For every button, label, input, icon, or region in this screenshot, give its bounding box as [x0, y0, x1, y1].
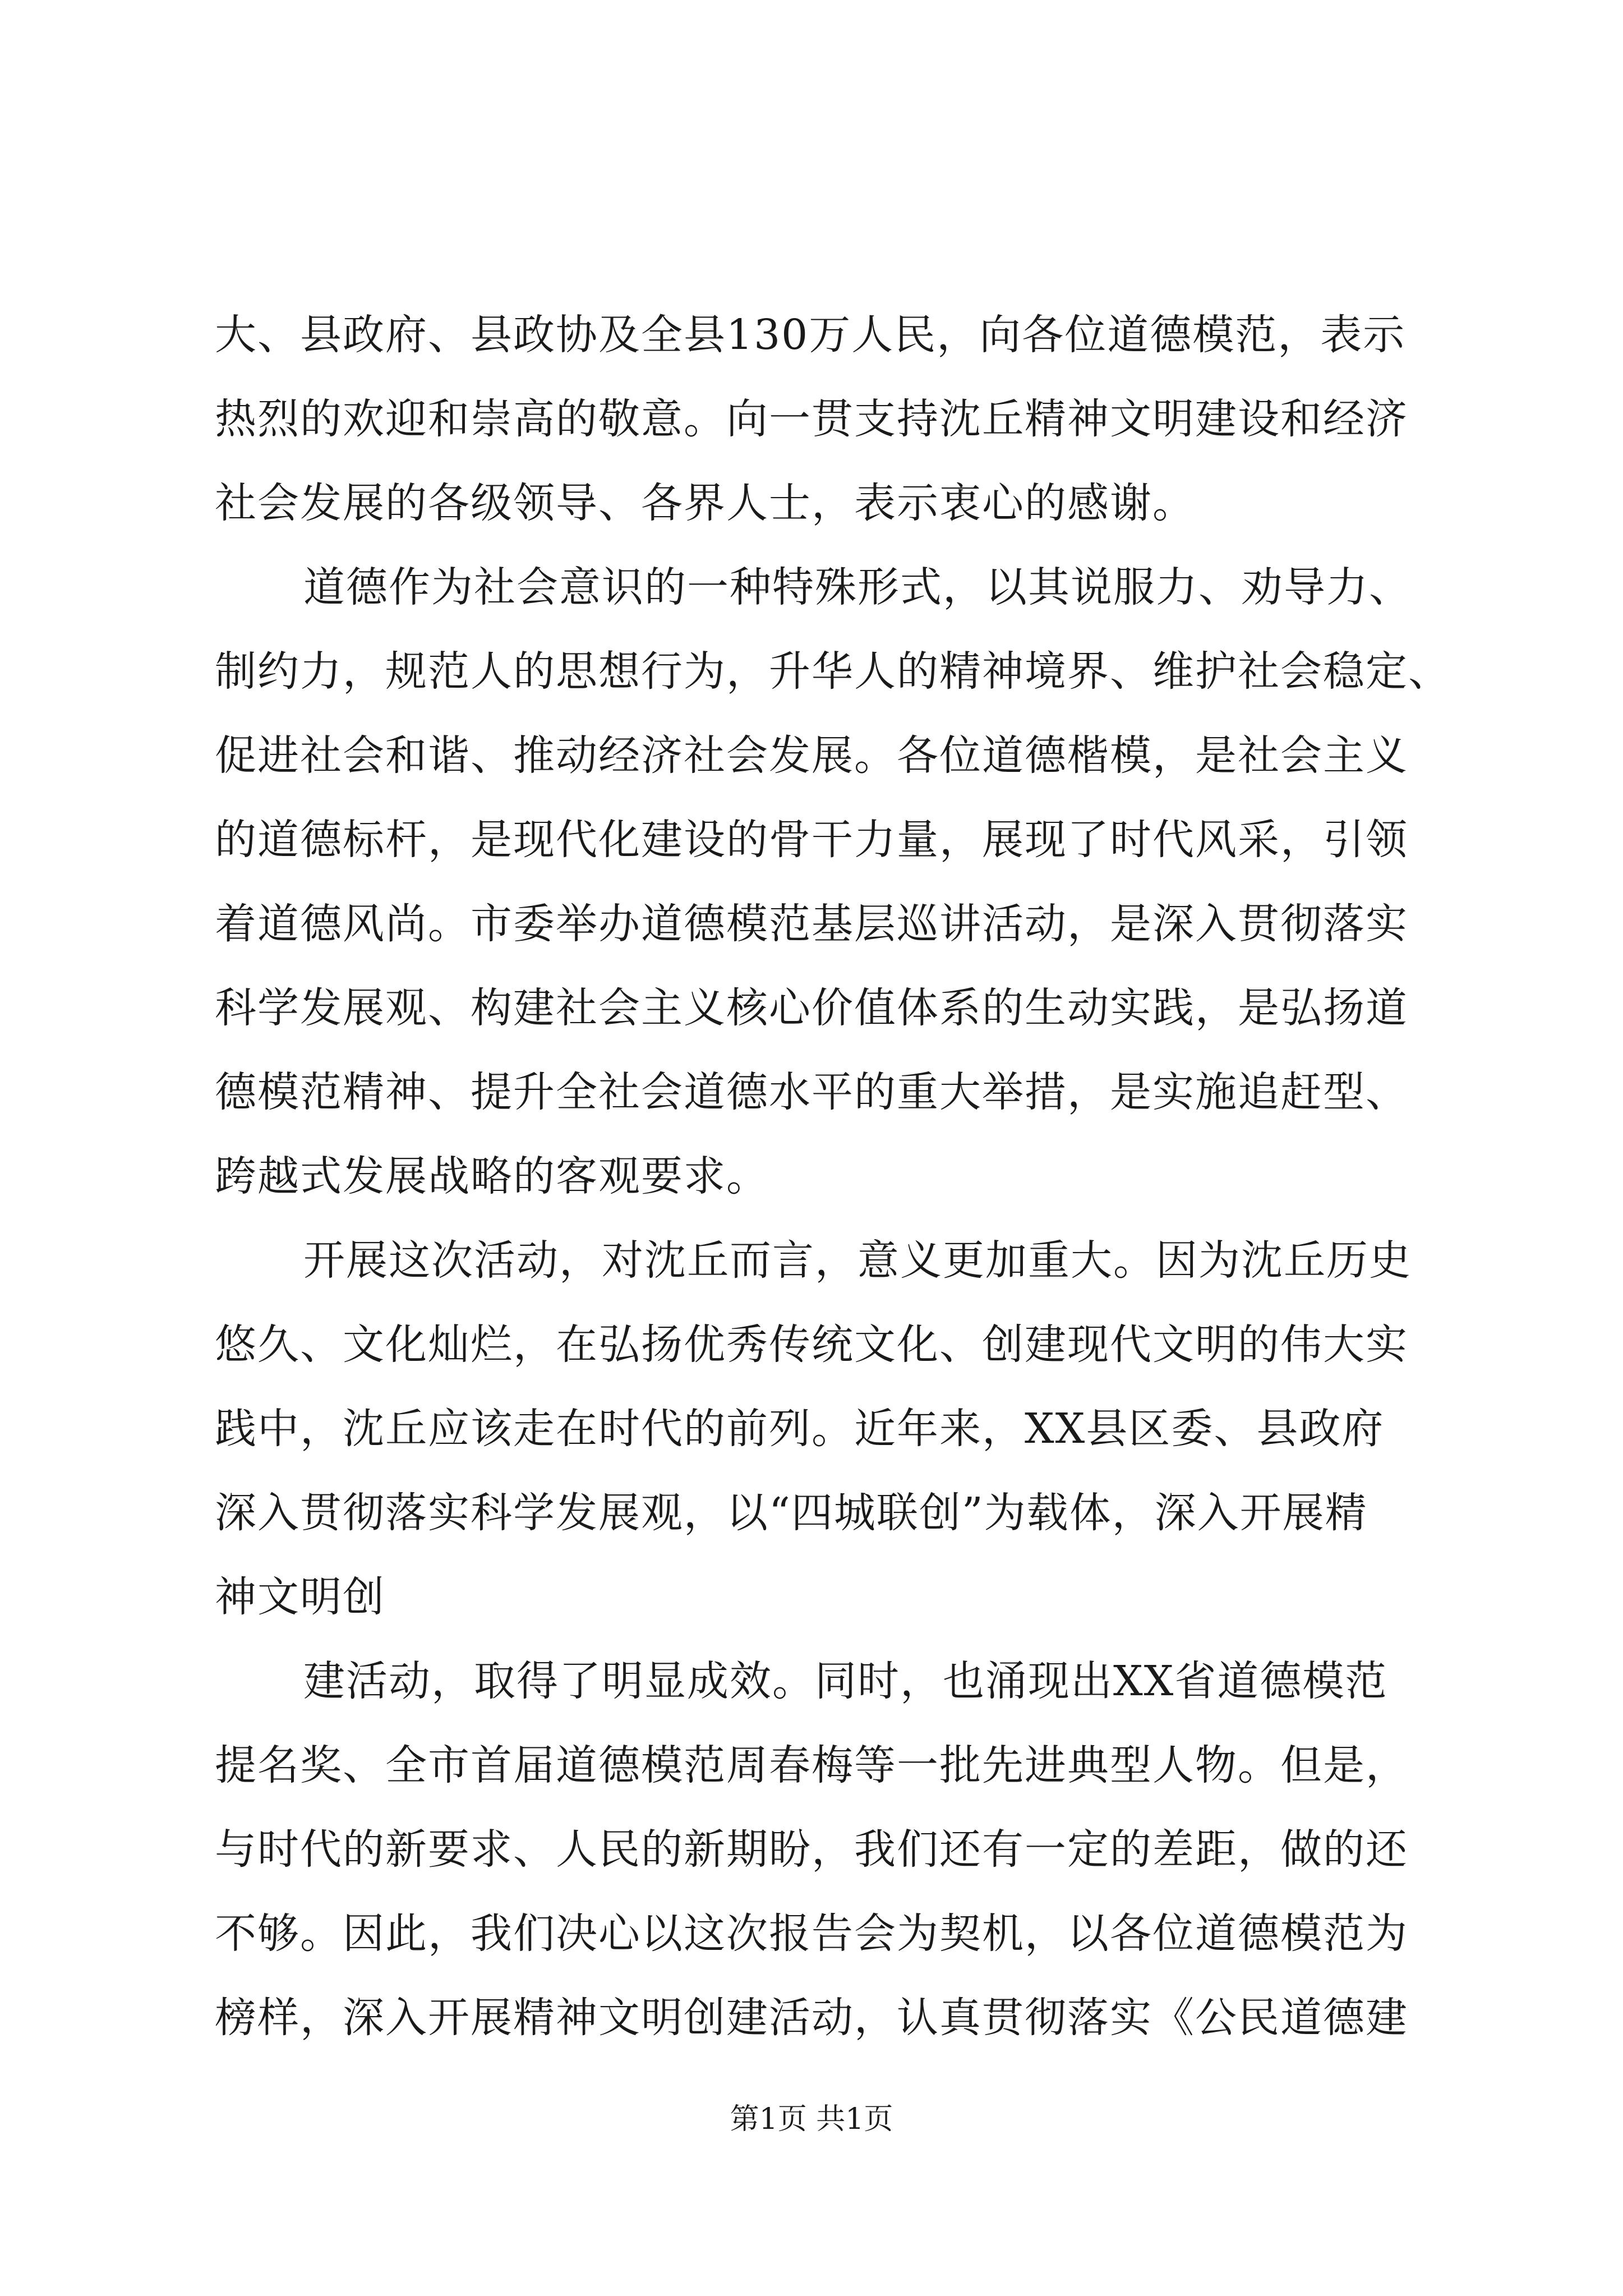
text-line: 深入贯彻落实科学发展观，以“四城联创”为载体，深入开展精 [215, 1489, 1368, 1537]
text-line: 社会发展的各级领导、各界人士，表示衷心的感谢。 [215, 479, 1195, 527]
text-line: 的道德标杆，是现代化建设的骨干力量，展现了时代风采，引领 [215, 816, 1408, 864]
page-number-label: 第1页 共1页 [730, 2102, 893, 2136]
text-line: 促进社会和谐、推动经济社会发展。各位道德楷模，是社会主义 [215, 731, 1408, 780]
text-line: 大、县政府、县政协及全县130万人民，向各位道德模范，表示 [215, 311, 1406, 359]
text-line: 科学发展观、构建社会主义核心价值体系的生动实践，是弘扬道 [215, 984, 1408, 1032]
text-line: 不够。因此，我们决心以这次报告会为契机，以各位道德模范为 [215, 1910, 1408, 1958]
text-line: 着道德风尚。市委举办道德模范基层巡讲活动，是深入贯彻落实 [215, 900, 1408, 948]
text-line: 神文明创 [215, 1573, 385, 1621]
text-line: 跨越式发展战略的客观要求。 [215, 1152, 769, 1200]
text-line: 提名奖、全市首届道德模范周春梅等一批先进典型人物。但是， [215, 1741, 1408, 1789]
text-line: 与时代的新要求、人民的新期盼，我们还有一定的差距，做的还 [215, 1825, 1408, 1874]
text-line: 道德作为社会意识的一种特殊形式，以其说服力、劝导力、 [303, 563, 1412, 611]
text-line: 建活动，取得了明显成效。同时，也涌现出XX省道德模范 [303, 1657, 1388, 1705]
text-line: 制约力，规范人的思想行为，升华人的精神境界、维护社会稳定、 [215, 647, 1451, 696]
text-line: 热烈的欢迎和崇高的敬意。向一贯支持沈丘精神文明建设和经济 [215, 395, 1408, 443]
document-body [215, 293, 1451, 2060]
text-line: 开展这次活动，对沈丘而言，意义更加重大。因为沈丘历史 [303, 1236, 1412, 1285]
page-footer [0, 2095, 1623, 2137]
text-line: 悠久、文化灿烂，在弘扬优秀传统文化、创建现代文明的伟大实 [215, 1320, 1408, 1369]
text-line: 德模范精神、提升全社会道德水平的重大举措，是实施追赶型、 [215, 1068, 1408, 1116]
text-line: 榜样，深入开展精神文明创建活动，认真贯彻落实《公民道德建 [215, 1994, 1408, 2042]
text-line: 践中，沈丘应该走在时代的前列。近年来，XX县区委、县政府 [215, 1405, 1385, 1453]
